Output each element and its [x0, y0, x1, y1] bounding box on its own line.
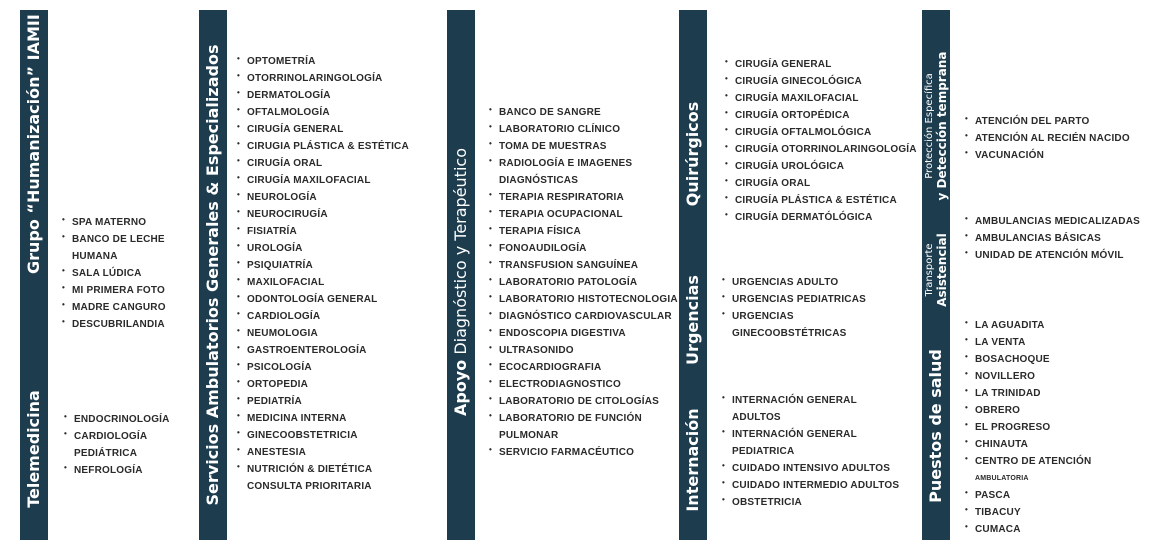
list-item: • TOMA DE MUESTRAS: [499, 138, 678, 155]
bar-apoyo-diagnostico: [447, 10, 475, 540]
title-telemedicina: Telemedicina: [24, 390, 43, 508]
list-item: • ULTRASONIDO: [499, 342, 678, 359]
list-item: • SALA LÚDICA: [72, 265, 166, 282]
list-item: • ORTOPEDIA: [247, 376, 409, 393]
list-item: • OBSTETRICIA: [732, 494, 899, 511]
list-item: • DERMATOLOGÍA: [247, 87, 409, 104]
list-item: • LA VENTA: [975, 334, 1091, 351]
list-item: • URGENCIAS ADULTO: [732, 274, 866, 291]
title-quirurgicos: Quirúrgicos: [683, 101, 702, 207]
list-item: PEDIÁTRICA: [74, 448, 138, 459]
list-item: • LABORATORIO PATOLOGÍA: [499, 274, 678, 291]
list-puestos-de-salud: [975, 317, 1091, 538]
list-item: PULMONAR: [499, 430, 559, 441]
list-item: • ELECTRODIAGNOSTICO: [499, 376, 678, 393]
list-item: • INTERNACIÓN GENERAL: [732, 426, 899, 443]
list-item: • PSICOLOGÍA: [247, 359, 409, 376]
list-item: • NUTRICIÓN & DIETÉTICA: [247, 461, 409, 478]
list-item: • CUIDADO INTERMEDIO ADULTOS: [732, 477, 899, 494]
list-item: • PEDIATRÍA: [247, 393, 409, 410]
list-item: • LABORATORIO CLÍNICO: [499, 121, 678, 138]
list-item: • INTERNACIÓN GENERAL: [732, 392, 899, 409]
list-item: • BANCO DE LECHE: [72, 231, 166, 248]
list-item: • NEUROCIRUGÍA: [247, 206, 409, 223]
list-item: • RADIOLOGÍA E IMAGENES: [499, 155, 678, 172]
list-item: • MI PRIMERA FOTO: [72, 282, 166, 299]
bar-servicios-ambulatorios: [199, 10, 227, 540]
list-item: • PSIQUIATRÍA: [247, 257, 409, 274]
list-item: ADULTOS: [732, 412, 781, 423]
list-item: • CIRUGÍA ORAL: [735, 175, 917, 192]
title-puestos-de-salud: Puestos de salud: [926, 349, 945, 503]
list-item: HUMANA: [72, 251, 118, 262]
list-grupo-humanizacion: [72, 214, 166, 333]
list-item: • URGENCIAS PEDIATRICAS: [732, 291, 866, 308]
list-item: • TIBACUY: [975, 504, 1091, 521]
title-asistencial-bold: Asistencial: [935, 233, 949, 307]
list-item: • TERAPIA OCUPACIONAL: [499, 206, 678, 223]
list-item: • ANESTESIA: [247, 444, 409, 461]
bar-grupo-telemedicina: [20, 10, 48, 540]
list-item: • LABORATORIO DE CITOLOGÍAS: [499, 393, 678, 410]
list-item: • GASTROENTEROLOGÍA: [247, 342, 409, 359]
list-item: • CIRUGÍA GENERAL: [735, 56, 917, 73]
bar-internacion: [679, 10, 707, 540]
list-urgencias: [732, 274, 866, 342]
list-internacion: [732, 392, 899, 511]
list-item: • OFTALMOLOGÍA: [247, 104, 409, 121]
title-transporte-light: Transporte: [924, 243, 935, 297]
list-item: • OBRERO: [975, 402, 1091, 419]
list-item: • PASCA: [975, 487, 1091, 504]
list-item: • FISIATRÍA: [247, 223, 409, 240]
list-item: • UNIDAD DE ATENCIÓN MÓVIL: [975, 247, 1140, 264]
list-item: • ODONTOLOGÍA GENERAL: [247, 291, 409, 308]
list-item: • VACUNACIÓN: [975, 147, 1130, 164]
list-item: • LA TRINIDAD: [975, 385, 1091, 402]
list-item: • SPA MATERNO: [72, 214, 166, 231]
title-proteccion-light: Protección Específica: [924, 73, 935, 179]
list-item: AMBULATORIA: [975, 475, 1029, 482]
list-item: • CIRUGÍA MAXILOFACIAL: [735, 90, 917, 107]
list-item: • TERAPIA FÍSICA: [499, 223, 678, 240]
list-item: CONSULTA PRIORITARIA: [247, 481, 372, 492]
list-item: • ECOCARDIOGRAFIA: [499, 359, 678, 376]
list-item: • MAXILOFACIAL: [247, 274, 409, 291]
title-internacion: Internación: [683, 408, 702, 512]
list-item: • UROLOGÍA: [247, 240, 409, 257]
list-item: • LABORATORIO HISTOTECNOLOGIA: [499, 291, 678, 308]
list-item: • OPTOMETRÍA: [247, 53, 409, 70]
list-item: • LABORATORIO DE FUNCIÓN: [499, 410, 678, 427]
list-item: • CIRUGÍA GINECOLÓGICA: [735, 73, 917, 90]
list-item: • TERAPIA RESPIRATORIA: [499, 189, 678, 206]
list-telemedicina: [74, 411, 170, 479]
title-apoyo-light: Diagnóstico y Terapéutico: [451, 148, 470, 355]
list-item: • CHINAUTA: [975, 436, 1091, 453]
list-item: • EL PROGRESO: [975, 419, 1091, 436]
list-item: • AMBULANCIAS BÁSICAS: [975, 230, 1140, 247]
list-item: • CIRUGÍA ORTOPÉDICA: [735, 107, 917, 124]
list-item: • CUMACA: [975, 521, 1091, 538]
list-item: • NOVILLERO: [975, 368, 1091, 385]
list-item: • CIRUGÍA ORAL: [247, 155, 409, 172]
list-item: • AMBULANCIAS MEDICALIZADAS: [975, 213, 1140, 230]
bar-puestos-de-salud: [922, 10, 950, 540]
list-item: • CIRUGÍA DERMATÓLÓGICA: [735, 209, 917, 226]
list-item: • ATENCIÓN AL RECIÉN NACIDO: [975, 130, 1130, 147]
list-item: • CIRUGÍA MAXILOFACIAL: [247, 172, 409, 189]
list-item: • CUIDADO INTENSIVO ADULTOS: [732, 460, 899, 477]
list-proteccion-especifica: [975, 113, 1130, 164]
list-item: DIAGNÓSTICAS: [499, 175, 579, 186]
title-transporte-asistencial: [922, 225, 950, 315]
list-item: • GINECOOBSTETRICIA: [247, 427, 409, 444]
list-item: • BOSACHOQUE: [975, 351, 1091, 368]
list-item: • MADRE CANGURO: [72, 299, 166, 316]
list-apoyo-diagnostico: [499, 104, 678, 461]
list-item: • DESCUBRILANDIA: [72, 316, 166, 333]
list-transporte-asistencial: [975, 213, 1140, 264]
list-item: • CIRUGIA PLÁSTICA & ESTÉTICA: [247, 138, 409, 155]
list-item: • BANCO DE SANGRE: [499, 104, 678, 121]
list-item: GINECOOBSTÉTRICAS: [732, 328, 847, 339]
list-item: • CARDIOLOGÍA: [247, 308, 409, 325]
list-item: • ATENCIÓN DEL PARTO: [975, 113, 1130, 130]
list-item: • CIRUGÍA UROLÓGICA: [735, 158, 917, 175]
list-item: • NEUROLOGÍA: [247, 189, 409, 206]
list-item: • SERVICIO FARMACÉUTICO: [499, 444, 678, 461]
list-item: • CARDIOLOGÍA: [74, 428, 170, 445]
list-item: • CIRUGÍA OFTALMOLÓGICA: [735, 124, 917, 141]
list-item: • LA AGUADITA: [975, 317, 1091, 334]
list-item: • CIRUGÍA OTORRINOLARINGOLOGÍA: [735, 141, 917, 158]
list-item: • NEFROLOGÍA: [74, 462, 170, 479]
title-proteccion-especifica: [922, 36, 950, 216]
list-item: • URGENCIAS: [732, 308, 866, 325]
list-item: • CIRUGÍA GENERAL: [247, 121, 409, 138]
list-item: • ENDOSCOPIA DIGESTIVA: [499, 325, 678, 342]
list-item: • NEUMOLOGIA: [247, 325, 409, 342]
list-quirurgicos: [735, 56, 917, 226]
title-urgencias: Urgencias: [683, 275, 702, 365]
list-item: PEDIATRICA: [732, 446, 795, 457]
title-deteccion-bold: y Detección temprana: [935, 51, 949, 201]
list-item: • TRANSFUSION SANGUÍNEA: [499, 257, 678, 274]
list-item: • DIAGNÓSTICO CARDIOVASCULAR: [499, 308, 678, 325]
title-apoyo-diagnostico: [447, 132, 475, 432]
list-item: • OTORRINOLARINGOLOGÍA: [247, 70, 409, 87]
list-item: • FONOAUDILOGÍA: [499, 240, 678, 257]
title-servicios-ambulatorios: Servicios Ambulatorios Generales & Especializados: [203, 44, 222, 506]
list-item: • CENTRO DE ATENCIÓN: [975, 453, 1091, 470]
title-apoyo-bold: Apoyo: [451, 359, 470, 417]
title-grupo-humanizacion: Grupo “Humanización” IAMII: [24, 14, 43, 274]
list-item: • CIRUGÍA PLÁSTICA & ESTÉTICA: [735, 192, 917, 209]
list-servicios-ambulatorios: [247, 53, 409, 495]
list-item: • ENDOCRINOLOGÍA: [74, 411, 170, 428]
list-item: • MEDICINA INTERNA: [247, 410, 409, 427]
